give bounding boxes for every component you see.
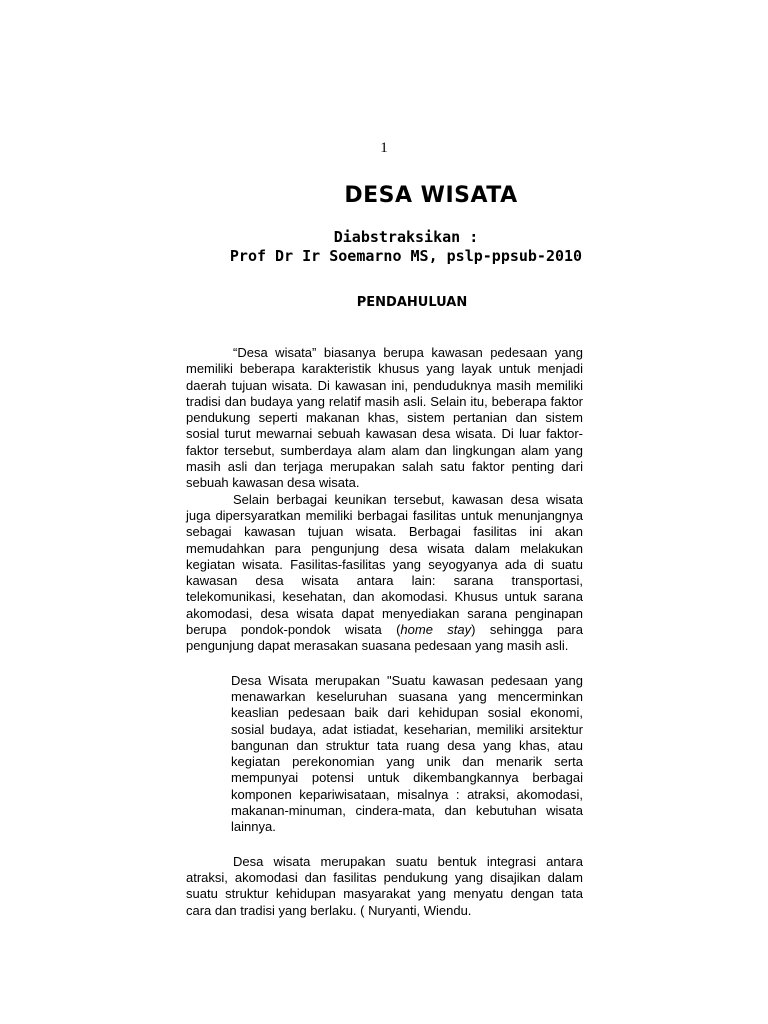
abstract-block xyxy=(0,228,768,266)
body-text xyxy=(186,345,583,919)
paragraph-facilities-start: Selain berbagai keunikan tersebut, kawasan desa wisata juga dipersyaratkan memiliki berbagai fasilitas untuk menunjangnya sebagai kawasan tujuan wisata. Berbagai fasilitas ini akan memudahkan para pengunjung desa wisata dalam melakukan kegiatan wisata. Fasilitas-fasilitas yang seyogyanya ada di suatu kawasan desa wisata antara lain: sarana transportasi, telekomunikasi, kesehatan, dan akomodasi. Khusus untuk sarana akomodasi, desa wisata dapat menyediakan sarana penginapan berupa pondok-pondok wisata ( xyxy=(186,491,583,638)
author-line: Prof Dr Ir Soemarno MS, pslp-ppsub-2010 xyxy=(229,247,583,265)
section-heading: PENDAHULUAN xyxy=(356,295,468,310)
abstract-label: Diabstraksikan : xyxy=(333,228,479,246)
document-title: DESA WISATA xyxy=(344,183,518,208)
paragraph-facilities xyxy=(186,492,583,655)
definition-quote: Desa Wisata merupakan "Suatu kawasan pedesaan yang menawarkan keseluruhan suasana yang mencerminkan keaslian pedesaan baik dari kehidupan sosial ekonomi, sosial budaya, adat istiadat, keseharian, memiliki arsitektur bangunan dan struktur tata ruang desa yang khas, atau kegiatan perekonomian yang unik dan menarik serta mempunyai potensi untuk dikembangkannya berbagai komponen kepariwisataan, misalnya : atraksi, akomodasi, makanan-minuman, cindera-mata, dan kebutuhan wisata lainnya. xyxy=(231,672,583,835)
paragraph-facilities-emphasis: home stay xyxy=(400,622,472,638)
paragraph-intro: “Desa wisata” biasanya berupa kawasan pedesaan yang memiliki beberapa karakteristik khusus yang layak untuk menjadi daerah tujuan wisata. Di kawasan ini, penduduknya masih memiliki tradisi dan budaya yang relatif masih asli. Selain itu, beberapa faktor pendukung seperti makanan khas, sistem pertanian dan sistem sosial turut mewarnai sebuah kawasan desa wisata. Di luar faktor-faktor tersebut, sumberdaya alam alam dan lingkungan alam yang masih asli dan terjaga merupakan salah satu faktor penting dari sebuah kawasan desa wisata. xyxy=(186,345,583,491)
page-number: 1 xyxy=(380,140,388,156)
paragraph-facilities-end: ) sehingga para pengunjung dapat merasakan suasana pedesaan yang masih asli. xyxy=(186,622,583,654)
paragraph-integration: Desa wisata merupakan suatu bentuk integrasi antara atraksi, akomodasi dan fasilitas pendukung yang disajikan dalam suatu struktur kehidupan masyarakat yang menyatu dengan tata cara dan tradisi yang berlaku. ( Nuryanti, Wiendu. xyxy=(186,853,583,918)
